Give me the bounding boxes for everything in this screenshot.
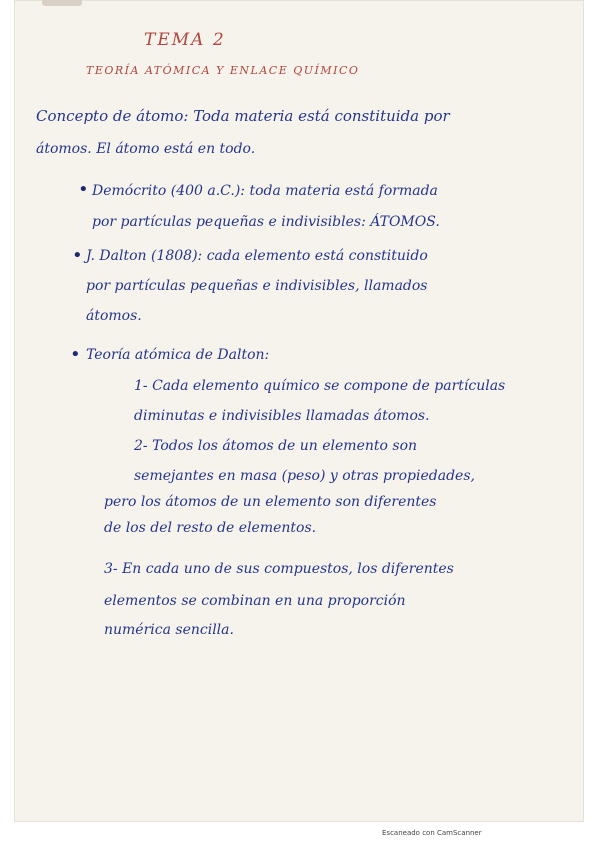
dalton-1-line-2: diminutas e indivisibles llamadas átomos. <box>134 408 430 424</box>
dalton-3-line-2: elementos se combinan en una proporción <box>104 593 406 609</box>
page-title: TEMA 2 <box>144 30 226 50</box>
bullet-2-line-3: átomos. <box>86 308 142 324</box>
dalton-1-line-1: 1- Cada elemento químico se compone de partículas <box>134 378 506 394</box>
scanner-watermark: Escaneado con CamScanner <box>382 829 482 837</box>
dalton-2-line-1: 2- Todos los átomos de un elemento son <box>134 438 418 454</box>
page-subtitle: TEORÍA ATÓMICA Y ENLACE QUÍMICO <box>86 64 360 77</box>
bullet-1-line-2: por partículas pequeñas e indivisibles: ÁTOMOS. <box>92 214 440 230</box>
dalton-2-line-3: pero los átomos de un elemento son diferentes <box>104 494 437 510</box>
concept-line-2: átomos. El átomo está en todo. <box>36 141 256 157</box>
dalton-3-line-1: 3- En cada uno de sus compuestos, los diferentes <box>104 561 454 577</box>
dalton-2-line-4: de los del resto de elementos. <box>104 520 317 536</box>
bullet-dot: • <box>78 179 89 200</box>
bullet-3-line-1: Teoría atómica de Dalton: <box>86 347 270 363</box>
dalton-3-line-3: numérica sencilla. <box>104 622 234 638</box>
notebook-page <box>14 0 584 822</box>
dalton-2-line-2: semejantes en masa (peso) y otras propiedades, <box>134 468 475 484</box>
bullet-1-line-1: Demócrito (400 a.C.): toda materia está formada <box>92 183 438 199</box>
bullet-2-line-1: J. Dalton (1808): cada elemento está constituido <box>86 248 428 264</box>
concept-line-1: Concepto de átomo: Toda materia está constituida por <box>36 107 450 125</box>
bullet-dot: • <box>72 245 83 266</box>
bullet-2-line-2: por partículas pequeñas e indivisibles, llamados <box>86 278 428 294</box>
bullet-dot: • <box>70 344 81 365</box>
page-clip <box>42 0 82 6</box>
